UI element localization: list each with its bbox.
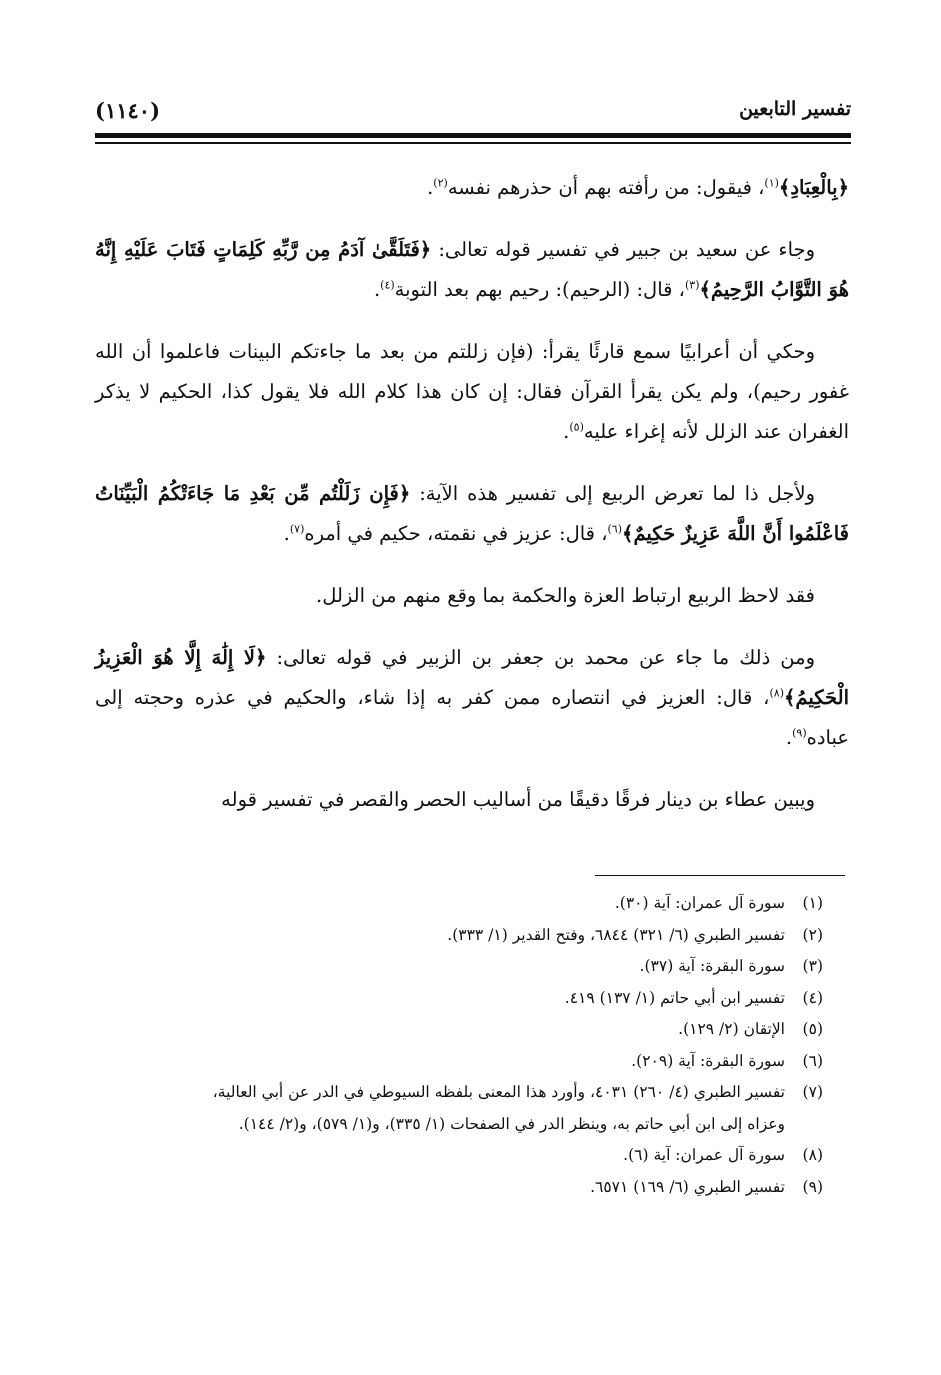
footnote-ref[interactable]: (٩) bbox=[792, 726, 807, 740]
footnote bbox=[90, 888, 823, 920]
paragraph bbox=[95, 230, 849, 310]
paragraph-text: ، قال: العزيز في انتصاره ممن كفر به إذا شاء، والحكيم في عذره وحجته إلى عباده bbox=[95, 686, 849, 749]
footnote-continuation: وعزاه إلى ابن أبي حاتم به، وينظر الدر في الصفحات (١/ ٣٣٥)، و(١/ ٥٧٩)، و(٢/ ١٤٤). bbox=[238, 1114, 785, 1133]
quran-quote: ﴿فَإِن زَلَلْتُم مِّن بَعْدِ مَا جَاءَتْكُمُ الْبَيِّنَاتُ فَاعْلَمُوا أَنَّ اللَّهَ عَزِيزٌ حَكِيمٌ﴾ bbox=[95, 482, 849, 545]
footnote-text: سورة آل عمران: آية (٦). bbox=[623, 1146, 785, 1164]
footnote-ref[interactable]: (٥) bbox=[569, 420, 584, 434]
book-title: تفسير التابعين bbox=[739, 98, 851, 120]
paragraph-text: ومن ذلك ما جاء عن محمد بن جعفر بن الزبير في قوله تعالى: bbox=[266, 646, 816, 669]
footnote-ref[interactable]: (٢) bbox=[433, 176, 448, 190]
footnote-text: سورة البقرة: آية (٢٠٩). bbox=[631, 1051, 785, 1070]
paragraph-text: . bbox=[563, 420, 570, 443]
paragraph-text: . bbox=[427, 176, 434, 199]
paragraph-text: ، قال: عزيز في نقمته، حكيم في أمره bbox=[304, 522, 608, 545]
paragraph bbox=[95, 332, 849, 452]
footnote-ref[interactable]: (٧) bbox=[289, 522, 305, 536]
paragraph bbox=[95, 638, 849, 758]
paragraph-text: ، قال: (الرحيم): رحيم بهم بعد التوبة bbox=[394, 278, 685, 301]
footnote bbox=[90, 1046, 823, 1078]
footnote-text: تفسير ابن أبي حاتم (١/ ١٣٧) ٤١٩. bbox=[564, 988, 785, 1007]
header-rule-thick bbox=[95, 133, 851, 138]
running-header bbox=[95, 98, 851, 128]
paragraph-text: . bbox=[283, 522, 290, 545]
paragraph-text: وحكي أن أعرابيًا سمع قارئًا يقرأ: (فإن زللتم من بعد ما جاءتكم البينات فاعلموا أن الله غفور رحيم)، ولم يكن يقرأ القرآن فقال: إن كان هذا كلام الله فلا يقول كذا، الحكيم لا يذكر الغفران عند الزلل لأنه إغراء عليه bbox=[95, 340, 849, 443]
footnote bbox=[90, 951, 823, 983]
paragraph-text: وجاء عن سعيد بن جبير في تفسير قوله تعالى: bbox=[431, 238, 815, 261]
paragraph-text: . bbox=[785, 726, 793, 749]
quran-quote: ﴿لَا إِلَٰهَ إِلَّا هُوَ الْعَزِيزُ الْحَكِيمُ﴾ bbox=[95, 646, 849, 709]
footnote-ref[interactable]: (٣) bbox=[684, 278, 700, 292]
footnote-number: (٨) bbox=[802, 1146, 823, 1164]
paragraph-text: ولأجل ذا لما تعرض الربيع إلى تفسير هذه الآية: bbox=[410, 482, 815, 505]
footnote bbox=[90, 1077, 823, 1109]
footnote-ref[interactable]: (٨) bbox=[769, 686, 784, 700]
paragraph-text: ويبين عطاء بن دينار فرقًا دقيقًا من أساليب الحصر والقصر في تفسير قوله bbox=[221, 788, 815, 811]
main-text bbox=[95, 168, 849, 842]
footnote-separator bbox=[595, 875, 845, 876]
paragraph bbox=[95, 168, 849, 208]
footnote-ref[interactable]: (١) bbox=[764, 176, 779, 190]
paragraph bbox=[95, 576, 849, 616]
paragraph bbox=[95, 780, 849, 820]
paragraph-text: ، فيقول: من رأفته بهم أن حذرهم نفسه bbox=[447, 176, 765, 199]
footnotes bbox=[90, 888, 823, 1203]
footnote bbox=[90, 1014, 823, 1046]
footnote-number: (٦) bbox=[802, 1051, 823, 1070]
paragraph-text: فقد لاحظ الربيع ارتباط العزة والحكمة بما وقع منهم من الزلل. bbox=[316, 584, 815, 607]
footnote-number: (٧) bbox=[802, 1083, 823, 1101]
footnote-number: (١) bbox=[802, 894, 823, 912]
footnote-text: تفسير الطبري (٤/ ٢٦٠) ٤٠٣١، وأورد هذا المعنى بلفظه السيوطي في الدر عن أبي العالية، bbox=[212, 1083, 785, 1101]
footnote-ref[interactable]: (٦) bbox=[607, 522, 623, 536]
paragraph-text: . bbox=[373, 278, 381, 301]
footnote-text: سورة آل عمران: آية (٣٠). bbox=[614, 894, 785, 912]
footnote-text: سورة البقرة: آية (٣٧). bbox=[639, 957, 785, 975]
header-rule-thin bbox=[95, 142, 851, 144]
footnote-text: تفسير الطبري (٦/ ١٦٩) ٦٥٧١. bbox=[590, 1177, 785, 1196]
footnote-number: (٣) bbox=[802, 957, 823, 975]
quran-quote: ﴿بِالْعِبَادِ﴾ bbox=[778, 176, 849, 199]
footnote bbox=[90, 983, 823, 1015]
footnote-number: (٤) bbox=[802, 988, 823, 1007]
page-number: (١١٤٠) bbox=[95, 98, 160, 123]
footnote bbox=[90, 1172, 823, 1204]
footnote bbox=[90, 1140, 823, 1172]
footnote-number: (٢) bbox=[802, 925, 823, 944]
footnote-ref[interactable]: (٤) bbox=[380, 278, 395, 292]
footnote-text: تفسير الطبري (٦/ ٣٢١) ٦٨٤٤، وفتح القدير (١/ ٣٣٣). bbox=[447, 925, 785, 944]
footnote bbox=[90, 920, 823, 952]
paragraph bbox=[95, 474, 849, 554]
footnote-number: (٩) bbox=[802, 1177, 823, 1196]
quran-quote: ﴿فَتَلَقَّىٰ آدَمُ مِن رَّبِّهِ كَلِمَاتٍ فَتَابَ عَلَيْهِ إِنَّهُ هُوَ التَّوَّابُ الرَّحِيمُ﴾ bbox=[95, 238, 849, 301]
footnote-number: (٥) bbox=[802, 1020, 823, 1038]
footnote-text: الإتقان (٢/ ١٢٩). bbox=[678, 1020, 785, 1038]
